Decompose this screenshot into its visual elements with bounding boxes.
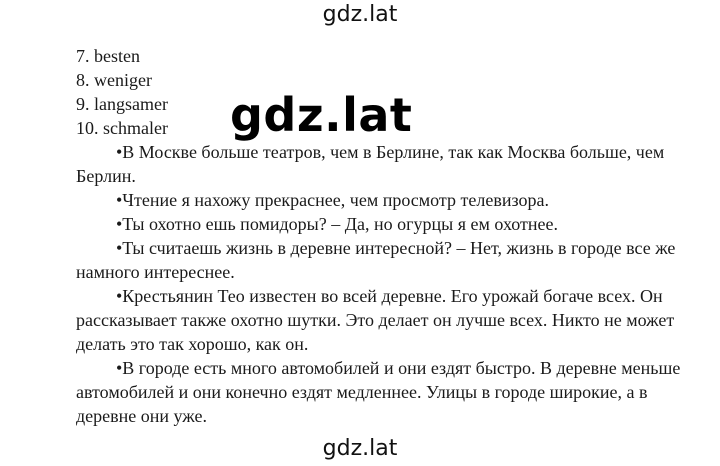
paragraph: •В городе есть много автомобилей и они ездят быстро. В деревне меньше автомобилей и они конечно ездят медленнее. Улицы в городе широкие, а в деревне они уже. xyxy=(76,358,681,426)
paragraph: •В Москве больше театров, чем в Берлине, так как Москва больше, чем Берлин. xyxy=(76,142,665,186)
list-item: 7. besten xyxy=(76,46,140,66)
paragraph: •Ты считаешь жизнь в деревне интересной? – Нет, жизнь в городе все же намного интереснее. xyxy=(76,238,676,282)
watermark-middle: gdz.lat xyxy=(230,88,413,142)
paragraph: •Чтение я нахожу прекраснее, чем просмотр телевизора. xyxy=(116,190,549,210)
watermark-bottom: gdz.lat xyxy=(322,436,398,461)
paragraph: •Ты охотно ешь помидоры? – Да, но огурцы я ем охотнее. xyxy=(116,214,559,234)
paragraph: •Крестьянин Тео известен во всей деревне. Его урожай богаче всех. Он рассказывает также охотно шутки. Это делает он лучше всех. Никто не может делать это так хорошо, как он. xyxy=(76,286,675,354)
list-item: 8. weniger xyxy=(76,70,152,90)
list-item: 9. langsamer xyxy=(76,94,168,114)
list-item: 10. schmaler xyxy=(76,118,168,138)
watermark-top: gdz.lat xyxy=(322,2,398,27)
